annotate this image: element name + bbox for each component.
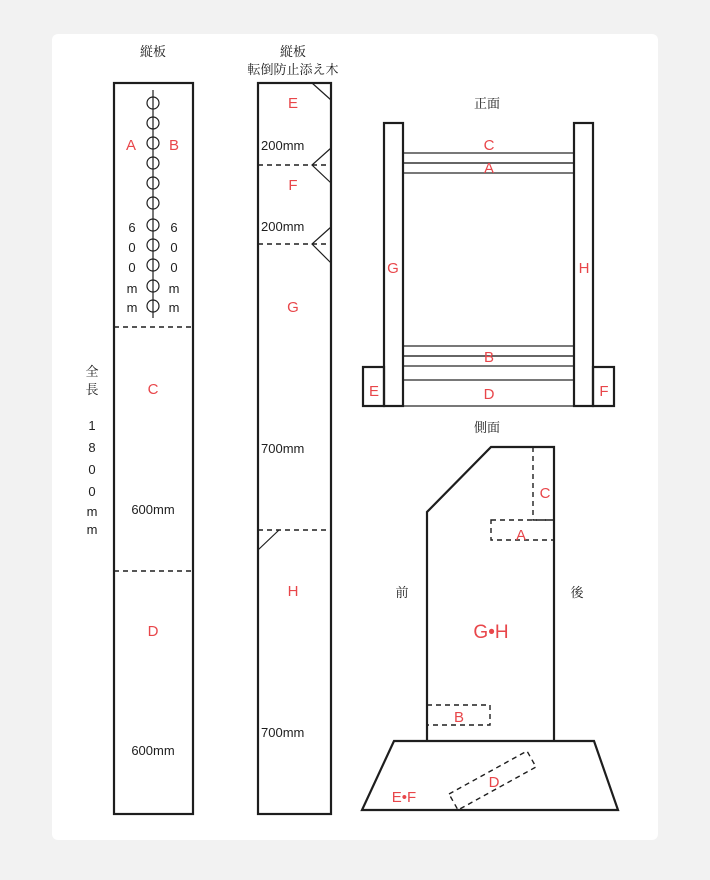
- total-length-2: 長: [85, 383, 99, 398]
- board2-bevel-e: [312, 83, 331, 100]
- front-label-g: G: [387, 260, 399, 277]
- side-member-c: [533, 447, 554, 520]
- front-label-b: B: [483, 349, 495, 366]
- front-label-a: A: [483, 160, 495, 177]
- total-length-7: m: [86, 504, 98, 519]
- total-length-4: 8: [88, 440, 96, 455]
- side-label-ef: E•F: [391, 789, 417, 806]
- side-back-label: 後: [570, 586, 584, 601]
- board1-dim-600-right-3: 0: [170, 260, 178, 275]
- board2-bevel-gh: [258, 530, 279, 550]
- front-label-h: H: [578, 260, 590, 277]
- board2-dim-e: 200mm: [261, 138, 305, 153]
- board1-dim-c: 600mm: [131, 502, 175, 517]
- board1-dim-600-left-3: 0: [128, 260, 136, 275]
- total-length-5: 0: [88, 462, 96, 477]
- front-label-e: E: [368, 383, 380, 400]
- board1-dim-600-right-4: m: [168, 281, 180, 296]
- board2-label-e: E: [287, 95, 299, 112]
- side-label-gh: G•H: [473, 622, 509, 643]
- board1-label-a: A: [125, 137, 137, 154]
- board1-holes: [147, 90, 159, 318]
- board2-label-f: F: [288, 177, 298, 194]
- side-view-title: 側面: [473, 421, 501, 436]
- board1-dim-600-right-5: m: [168, 300, 180, 315]
- board1-label-b: B: [168, 137, 180, 154]
- board2-dim-h: 700mm: [261, 725, 305, 740]
- side-label-c: C: [539, 485, 551, 502]
- board2-label-g: G: [287, 299, 299, 316]
- side-leg-gh: [427, 447, 554, 741]
- board1-dim-600-left-4: m: [126, 281, 138, 296]
- board1-dim-600-left-1: 6: [128, 220, 136, 235]
- board1-label-d: D: [147, 623, 159, 640]
- board2-title-2: 転倒防止添え木: [247, 63, 339, 78]
- board1-dim-d: 600mm: [131, 743, 175, 758]
- board1-label-c: C: [147, 381, 159, 398]
- board2-label-h: H: [287, 583, 299, 600]
- board1-dim-600-left-5: m: [126, 300, 138, 315]
- total-length-8: m: [86, 522, 98, 537]
- board2-bevel-fg: [312, 227, 331, 263]
- front-view-title: 正面: [473, 97, 501, 112]
- side-label-a: A: [515, 527, 527, 544]
- total-length-1: 全: [85, 365, 99, 380]
- board1-dim-600-left-2: 0: [128, 240, 136, 255]
- front-label-c: C: [483, 137, 495, 154]
- total-length-3: 1: [88, 418, 96, 433]
- board2-dim-f: 200mm: [261, 219, 305, 234]
- board2-title-1: 縦板: [279, 45, 307, 60]
- side-label-b: B: [453, 709, 465, 726]
- side-front-label: 前: [395, 586, 409, 601]
- board2-dim-g: 700mm: [261, 441, 305, 456]
- board1-dim-600-right-1: 6: [170, 220, 178, 235]
- board1-dim-600-right-2: 0: [170, 240, 178, 255]
- front-label-f: F: [599, 383, 609, 400]
- board1-title: 縦板: [139, 45, 167, 60]
- front-label-d: D: [483, 386, 495, 403]
- side-label-d: D: [488, 774, 500, 791]
- total-length-6: 0: [88, 484, 96, 499]
